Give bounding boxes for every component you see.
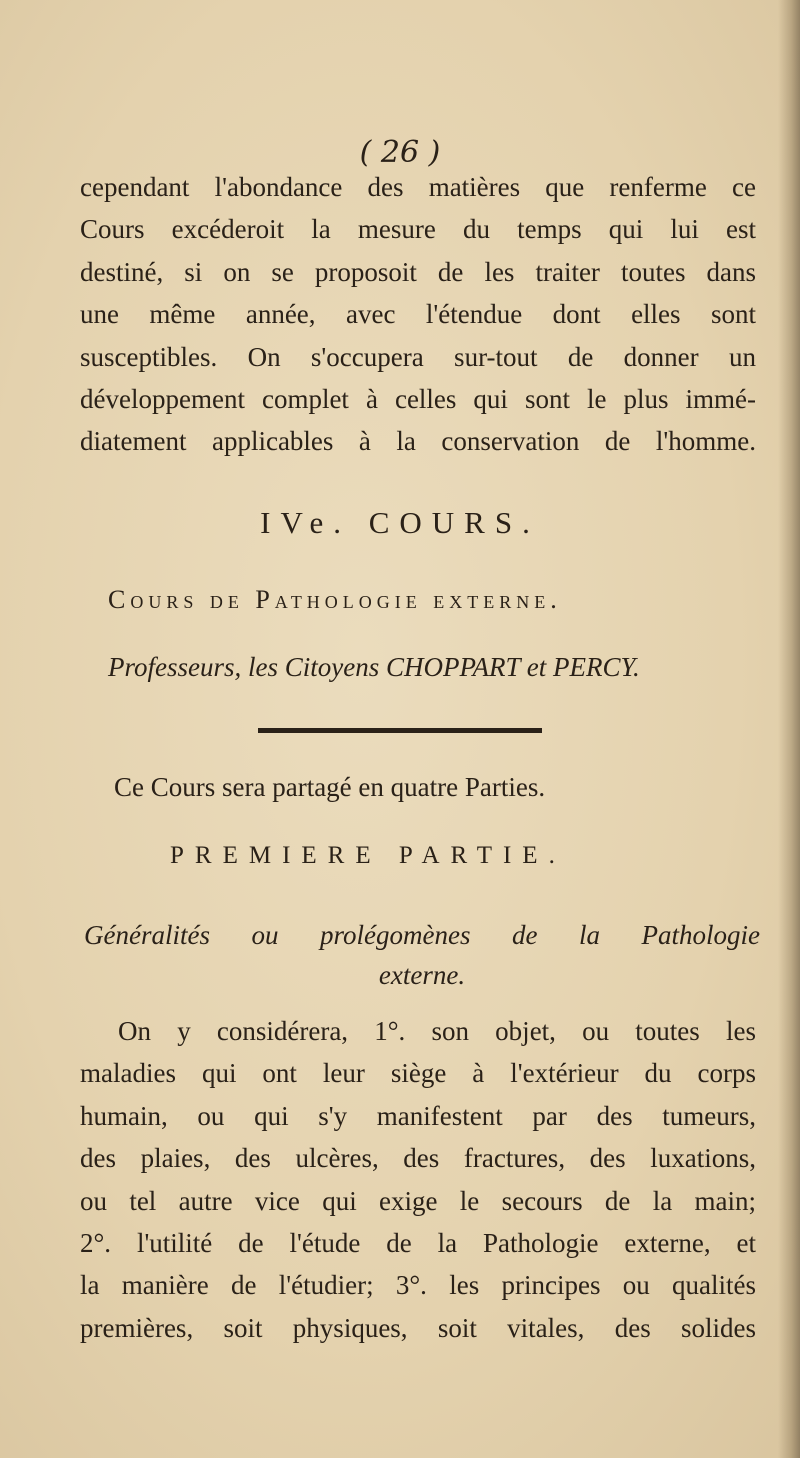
text-line: la manière de l'étudier; 3°. les principes ou qualités — [80, 1270, 756, 1301]
text-line: ou tel autre vice qui exige le secours de la main; — [80, 1185, 756, 1216]
part-subtitle — [84, 915, 760, 995]
subtitle-line: externe. — [378, 960, 466, 990]
text-line: Cours excéderoit la mesure du temps qui lui est — [80, 214, 756, 245]
paragraph-continuation — [80, 166, 756, 463]
text-line: cependant l'abondance des matières que renferme ce — [80, 172, 756, 202]
intro-sentence: Ce Cours sera partagé en quatre Parties. — [114, 772, 546, 802]
text-line: humain, ou qui s'y manifestent par des tumeurs, — [80, 1100, 756, 1131]
text-line: On y considérera, 1°. son objet, ou toutes les — [118, 1016, 756, 1046]
professors-line: Professeurs, les Citoyens CHOPPART et PERCY. — [108, 652, 640, 682]
text-line: diatement applicables à la conservation de l'homme. — [80, 426, 756, 457]
subtitle-line: Généralités ou prolégomènes de la Pathologie — [84, 920, 760, 950]
text-line: des plaies, des ulcères, des fractures, des luxations, — [80, 1143, 756, 1174]
text-line: développement complet à celles qui sont le plus immé- — [80, 384, 756, 415]
text-line: 2°. l'utilité de l'étude de la Pathologie externe, et — [80, 1228, 756, 1259]
page-number: ( 26 ) — [359, 135, 441, 170]
page-edge-shadow — [778, 0, 800, 1458]
text-line: destiné, si on se proposoit de les traiter toutes dans — [80, 256, 756, 287]
text-line: premières, soit physiques, soit vitales, des solides — [80, 1312, 756, 1343]
course-heading: IVe. COURS. — [260, 505, 540, 540]
course-title: Cours de Pathologie externe. — [108, 585, 562, 614]
text-line: une même année, avec l'étendue dont elles sont — [80, 299, 756, 330]
part-heading: PREMIERE PARTIE. — [170, 842, 566, 869]
text-line: maladies qui ont leur siège à l'extérieur du corps — [80, 1058, 756, 1089]
text-line: susceptibles. On s'occupera sur-tout de donner un — [80, 341, 756, 372]
paragraph-body — [80, 1010, 756, 1349]
section-rule — [258, 728, 542, 733]
